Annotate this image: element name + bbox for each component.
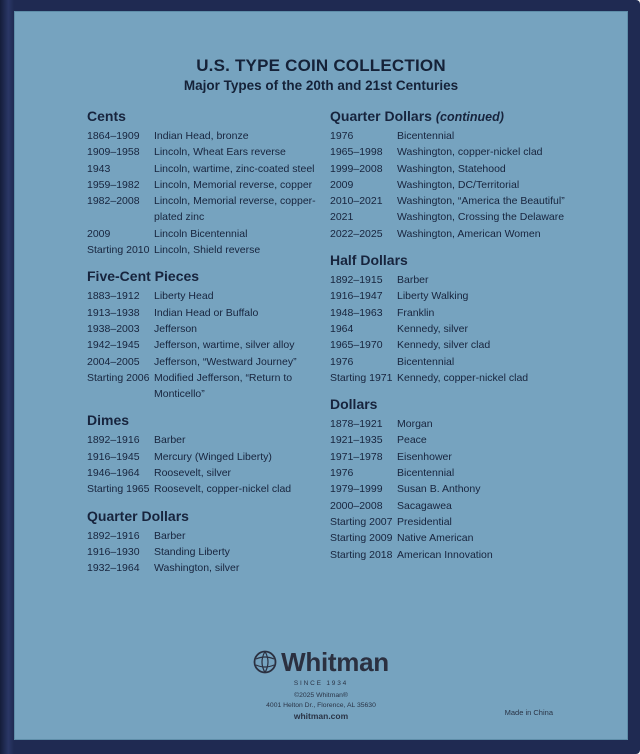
coin-section [330, 106, 620, 242]
coin-dates: 1878–1921 [330, 418, 383, 431]
coin-row [330, 193, 620, 209]
coin-row [87, 193, 337, 226]
coin-row [87, 161, 337, 177]
coin-type: Indian Head or Buffalo [154, 306, 259, 319]
coin-dates: 1942–1945 [87, 339, 140, 352]
coin-type: Lincoln, Wheat Ears reverse [154, 146, 286, 159]
section-heading-text: Dimes [87, 412, 130, 429]
section-heading [330, 106, 620, 126]
coin-row [87, 354, 337, 370]
page-title: U.S. TYPE COIN COLLECTION [196, 56, 446, 75]
coin-section [87, 266, 337, 402]
coin-dates: 1964 [330, 322, 354, 335]
coin-type: Washington, “America the Beautiful” [397, 195, 565, 208]
coin-row [87, 544, 337, 560]
coin-row [87, 226, 337, 242]
coin-dates: Starting 2018 [330, 548, 393, 561]
coin-row [330, 530, 620, 546]
coin-dates: 1948–1963 [330, 306, 383, 319]
section-heading [330, 394, 620, 414]
coin-dates: 1892–1916 [87, 529, 140, 542]
coin-section [330, 394, 620, 563]
coin-type: American Innovation [397, 548, 493, 561]
coin-row [87, 449, 337, 465]
coin-section [87, 506, 337, 577]
coin-row [330, 128, 620, 144]
coin-row [330, 226, 620, 242]
logo-wordmark: Whitman [281, 647, 389, 677]
coin-type: Kennedy, silver [397, 322, 469, 335]
coin-type: Washington, American Women [397, 227, 541, 240]
left-column [87, 106, 337, 585]
header [14, 56, 628, 93]
section-heading [330, 250, 620, 270]
coin-type: Liberty Walking [397, 290, 469, 303]
coin-dates: 1916–1930 [87, 545, 140, 558]
coin-section [330, 250, 620, 386]
coin-row [330, 144, 620, 160]
coin-type: Washington, copper-nickel clad [397, 146, 543, 159]
coin-row [330, 449, 620, 465]
coin-type: Standing Liberty [154, 545, 230, 558]
coin-row [330, 177, 620, 193]
coin-row [330, 547, 620, 563]
coin-row [330, 465, 620, 481]
coin-dates: Starting 1965 [87, 483, 150, 496]
coin-type: Lincoln Bicentennial [154, 227, 248, 240]
coin-type: Roosevelt, copper-nickel clad [154, 483, 292, 496]
coin-row [330, 272, 620, 288]
coin-section [87, 410, 337, 497]
coin-row [87, 432, 337, 448]
coin-type: Washington, Crossing the Delaware [397, 211, 565, 224]
coin-dates: 2010–2021 [330, 195, 383, 208]
section-heading [87, 106, 337, 126]
coin-row [330, 416, 620, 432]
coin-dates: 1892–1916 [87, 434, 140, 447]
coin-type: Bicentennial [397, 355, 455, 368]
coin-dates: 2022–2025 [330, 227, 383, 240]
coin-row [87, 321, 337, 337]
coin-dates: 2000–2008 [330, 499, 383, 512]
coin-type: Barber [154, 529, 186, 542]
coin-dates: 2004–2005 [87, 355, 140, 368]
coin-dates: 1979–1999 [330, 483, 383, 496]
coin-type: Bicentennial [397, 467, 455, 480]
coin-dates: 2009 [87, 227, 111, 240]
coin-dates: Starting 2007 [330, 515, 393, 528]
coin-row [330, 209, 620, 225]
coin-dates: 1913–1938 [87, 306, 140, 319]
copyright: ©2025 Whitman® [294, 692, 348, 699]
made-in-label: Made in China [504, 708, 553, 717]
coin-row [330, 432, 620, 448]
coin-dates: 2021 [330, 211, 354, 224]
coin-dates: Starting 2010 [87, 244, 150, 257]
coin-dates: 1965–1970 [330, 339, 383, 352]
section-heading-text: Half Dollars [330, 252, 408, 269]
globe-icon [253, 650, 277, 674]
coin-type: Lincoln, wartime, zinc-coated steel [154, 162, 315, 175]
coin-dates: 1909–1958 [87, 146, 140, 159]
coin-dates: 1943 [87, 162, 111, 175]
coin-row [87, 481, 337, 497]
coin-row [87, 242, 337, 258]
coin-row [330, 498, 620, 514]
coin-row [330, 481, 620, 497]
coin-row [330, 321, 620, 337]
coin-row [87, 144, 337, 160]
coin-type: Mercury (Winged Liberty) [154, 450, 272, 463]
coin-type: Franklin [397, 306, 435, 319]
coin-row [87, 177, 337, 193]
coin-section [87, 106, 337, 258]
coin-type: Lincoln, Memorial reverse, copper-plated zinc [154, 195, 316, 224]
coin-type: Bicentennial [397, 130, 455, 142]
back-cover [14, 11, 628, 740]
coin-dates: 1938–2003 [87, 322, 140, 335]
section-heading-suffix: (continued) [435, 110, 504, 124]
coin-row [330, 514, 620, 530]
coin-type: Presidential [397, 515, 452, 528]
coin-row [330, 337, 620, 353]
coin-row [87, 337, 337, 353]
section-heading-text: Five-Cent Pieces [87, 268, 200, 285]
coin-dates: 1971–1978 [330, 450, 383, 463]
coin-row [330, 370, 620, 386]
coin-dates: 1976 [330, 355, 354, 368]
section-heading [87, 506, 337, 526]
page-subtitle: Major Types of the 20th and 21st Centuries [183, 78, 459, 93]
coin-type: Kennedy, copper-nickel clad [397, 371, 529, 384]
coin-type: Jefferson, wartime, silver alloy [154, 339, 295, 352]
coin-dates: 1916–1947 [330, 290, 383, 303]
section-heading [87, 266, 337, 286]
coin-row [87, 465, 337, 481]
coin-type: Lincoln, Shield reverse [154, 244, 261, 257]
coin-type: Indian Head, bronze [154, 130, 249, 142]
coin-dates: 1999–2008 [330, 162, 383, 175]
coin-dates: 1883–1912 [87, 290, 140, 303]
coin-type: Washington, DC/Territorial [397, 178, 520, 191]
whitman-logo [253, 649, 389, 675]
right-column [330, 106, 620, 571]
coin-row [330, 161, 620, 177]
website: whitman.com [293, 711, 349, 721]
coin-dates: 1932–1964 [87, 562, 140, 575]
coin-row [87, 370, 337, 403]
coin-row [87, 305, 337, 321]
section-heading-text: Dollars [330, 396, 378, 413]
section-heading-text: Quarter Dollars [87, 507, 189, 524]
coin-dates: Starting 1971 [330, 371, 393, 384]
coin-type: Native American [397, 532, 474, 545]
coin-row [87, 288, 337, 304]
coin-dates: 1946–1964 [87, 467, 140, 480]
coin-dates: 1916–1945 [87, 450, 140, 463]
coin-row [87, 128, 337, 144]
coin-type: Liberty Head [154, 290, 214, 303]
coin-dates: 2009 [330, 178, 354, 191]
coin-type: Lincoln, Memorial reverse, copper [154, 178, 313, 191]
coin-dates: 1892–1915 [330, 274, 383, 287]
coin-type: Roosevelt, silver [154, 467, 232, 480]
coin-row [330, 305, 620, 321]
coin-dates: 1976 [330, 467, 354, 480]
coin-row [87, 560, 337, 576]
coin-row [330, 354, 620, 370]
coin-dates: Starting 2009 [330, 532, 393, 545]
coin-type: Jefferson, “Westward Journey” [154, 355, 297, 368]
coin-type: Washington, Statehood [397, 162, 506, 175]
coin-type: Sacagawea [397, 499, 452, 512]
section-heading-text: Quarter Dollars [330, 108, 432, 124]
coin-row [330, 288, 620, 304]
coin-type: Eisenhower [397, 450, 452, 463]
coin-type: Washington, silver [154, 562, 240, 575]
coin-dates: 1965–1998 [330, 146, 383, 159]
coin-dates: 1921–1935 [330, 434, 383, 447]
coin-type: Peace [397, 434, 427, 447]
section-heading-text: Cents [87, 108, 126, 124]
coin-type: Modified Jefferson, “Return to Monticello” [154, 371, 293, 401]
coin-dates: 1976 [330, 130, 354, 142]
coin-type: Morgan [397, 418, 433, 431]
coin-row [87, 528, 337, 544]
binder-spine [0, 0, 14, 754]
since-label: SINCE 1934 [293, 680, 349, 687]
coin-dates: 1959–1982 [87, 178, 140, 191]
coin-type: Jefferson [154, 322, 197, 335]
coin-dates: 1864–1909 [87, 130, 140, 142]
coin-type: Susan B. Anthony [397, 483, 481, 496]
coin-type: Barber [154, 434, 186, 447]
coin-type: Barber [397, 274, 429, 287]
address: 4001 Helton Dr., Florence, AL 35630 [266, 702, 376, 709]
coin-type: Kennedy, silver clad [397, 339, 491, 352]
section-heading [87, 410, 337, 430]
coin-dates: 1982–2008 [87, 195, 140, 208]
coin-dates: Starting 2006 [87, 371, 150, 384]
